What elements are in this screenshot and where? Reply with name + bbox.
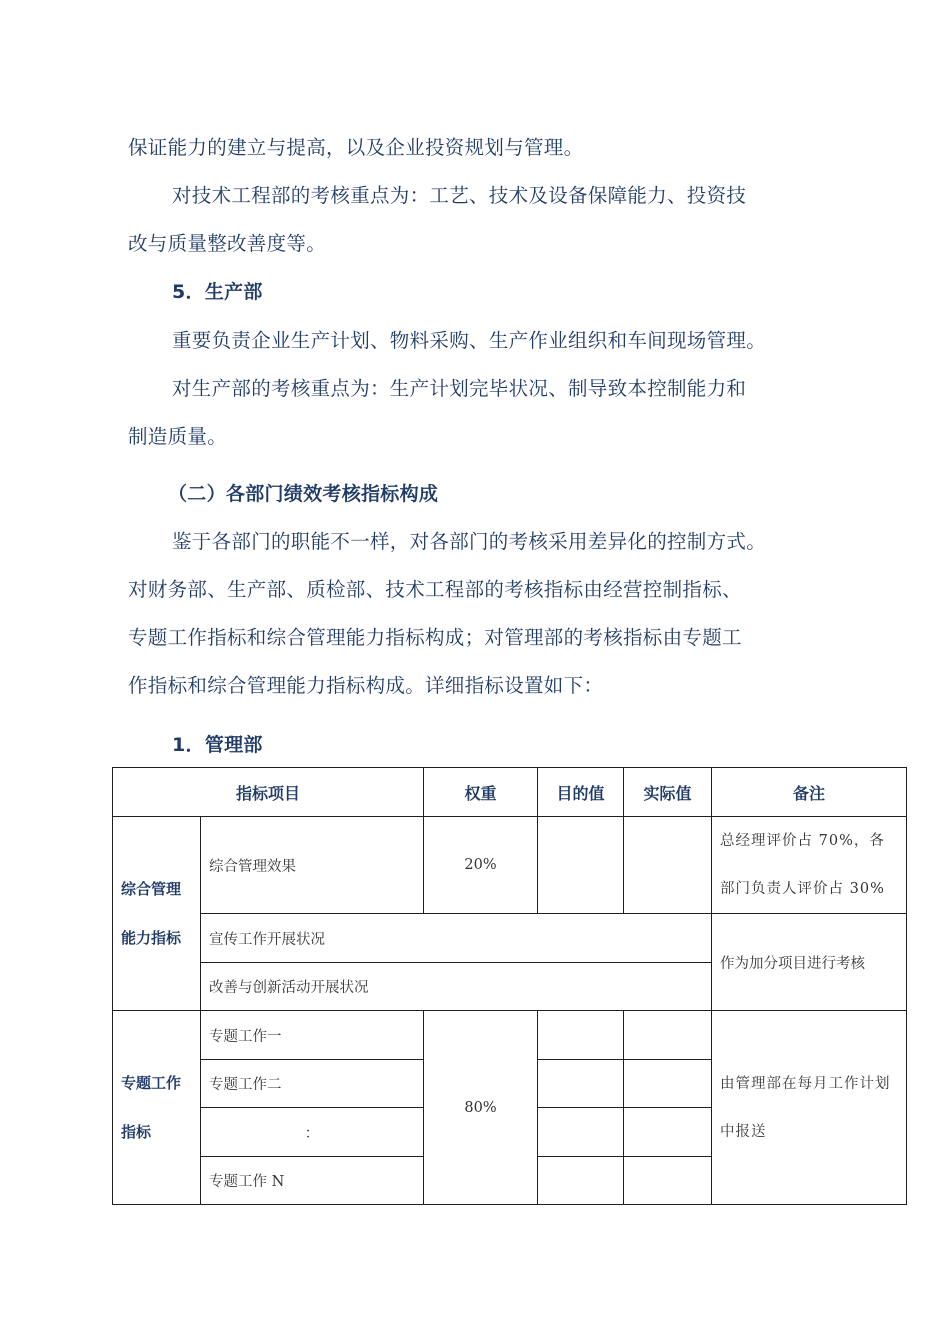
header-actual: 实际值 (624, 768, 712, 817)
actual-cell[interactable] (624, 1060, 712, 1108)
paragraph-line: 对财务部、生产部、质检部、技术工程部的考核指标由经营控制指标、 (128, 578, 742, 601)
actual-cell[interactable] (624, 817, 712, 914)
paragraph-line: 对生产部的考核重点为：生产计划完毕状况、制导致本控制能力和 (172, 377, 747, 400)
item-cell: ： (201, 1108, 424, 1157)
category-special-work: 专题工作指标 (113, 1011, 201, 1205)
paragraph-line: 专题工作指标和综合管理能力指标构成；对管理部的考核指标由专题工 (128, 626, 742, 649)
remark-cell: 总经理评价占 70%，各部门负责人评价占 30% (712, 817, 907, 914)
item-cell: 宣传工作开展状况 (201, 914, 712, 963)
target-cell[interactable] (538, 1108, 624, 1157)
paragraph-line: 重要负责企业生产计划、物料采购、生产作业组织和车间现场管理。 (172, 329, 767, 352)
weight-cell: 80% (424, 1011, 538, 1205)
target-cell[interactable] (538, 1011, 624, 1060)
header-target: 目的值 (538, 768, 624, 817)
header-remark: 备注 (712, 768, 907, 817)
actual-cell[interactable] (624, 1011, 712, 1060)
paragraph-line: 制造质量。 (128, 425, 228, 448)
table-header-row (113, 768, 907, 817)
actual-cell[interactable] (624, 1157, 712, 1205)
category-management-ability: 综合管理能力指标 (113, 817, 201, 1011)
table-row (113, 914, 907, 963)
paragraph-line: 保证能力的建立与提高，以及企业投资规划与管理。 (128, 136, 584, 159)
table-row (113, 817, 907, 914)
heading-section-2: （二）各部门绩效考核指标构成 (168, 483, 439, 505)
target-cell[interactable] (538, 1157, 624, 1205)
remark-cell: 由管理部在每月工作计划中报送 (712, 1011, 907, 1205)
header-item: 指标项目 (113, 768, 424, 817)
target-cell[interactable] (538, 1060, 624, 1108)
item-cell: 改善与创新活动开展状况 (201, 963, 712, 1011)
item-cell: 专题工作一 (201, 1011, 424, 1060)
item-cell: 综合管理效果 (201, 817, 424, 914)
paragraph-line: 鉴于各部门的职能不一样，对各部门的考核采用差异化的控制方式。 (172, 530, 767, 553)
paragraph-line: 改与质量整改善度等。 (128, 232, 327, 255)
item-cell: 专题工作 N (201, 1157, 424, 1205)
heading-production: 5．生产部 (172, 281, 263, 303)
item-cell: 专题工作二 (201, 1060, 424, 1108)
table-row (113, 1011, 907, 1060)
heading-management: 1．管理部 (172, 734, 263, 756)
paragraph-line: 作指标和综合管理能力指标构成。详细指标设置如下： (128, 674, 604, 697)
weight-cell: 20% (424, 817, 538, 914)
target-cell[interactable] (538, 817, 624, 914)
header-weight: 权重 (424, 768, 538, 817)
actual-cell[interactable] (624, 1108, 712, 1157)
indicator-table (112, 767, 907, 1205)
remark-cell: 作为加分项目进行考核 (712, 914, 907, 1011)
paragraph-line: 对技术工程部的考核重点为：工艺、技术及设备保障能力、投资技 (172, 184, 747, 207)
